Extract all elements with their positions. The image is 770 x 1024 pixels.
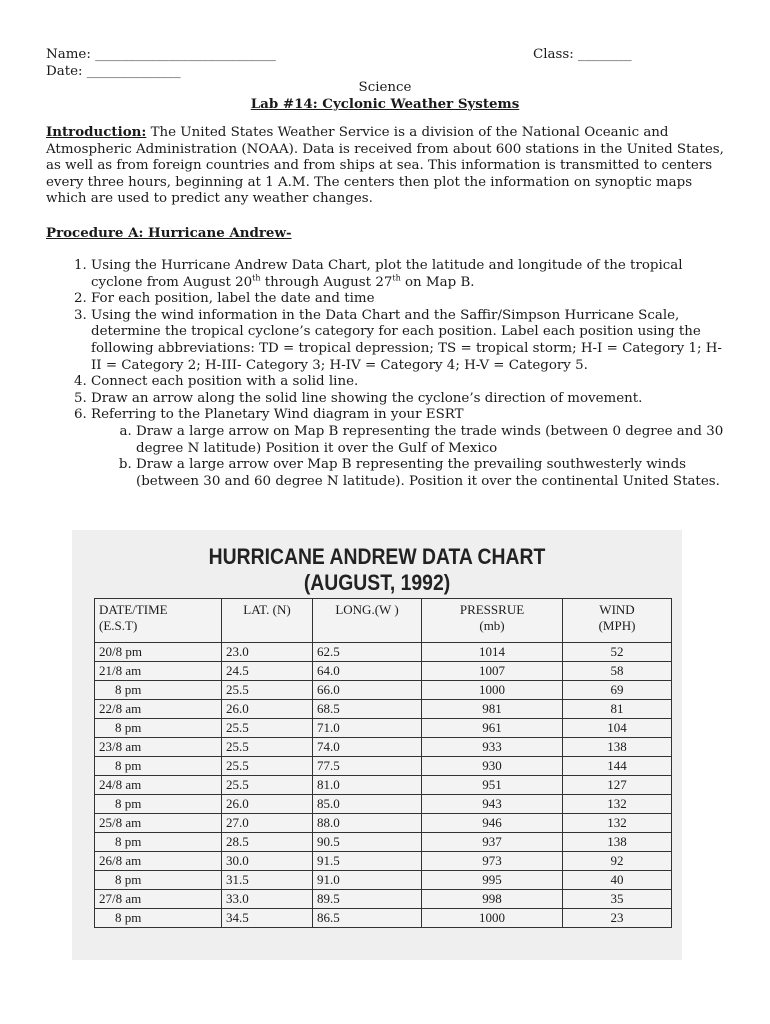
table-body bbox=[95, 643, 672, 928]
cell-latitude: 27.0 bbox=[222, 814, 313, 833]
cell-longitude: 71.0 bbox=[313, 719, 422, 738]
table-row bbox=[95, 700, 672, 719]
cell-wind: 92 bbox=[563, 852, 672, 871]
cell-longitude: 90.5 bbox=[313, 833, 422, 852]
cell-wind: 81 bbox=[563, 700, 672, 719]
cell-latitude: 25.5 bbox=[222, 776, 313, 795]
cell-datetime: 8 pm bbox=[95, 719, 222, 738]
table-row bbox=[95, 681, 672, 700]
step-6b: b. Draw a large arrow over Map B representing the prevailing southwesterly winds (between 30 and 60 degree N latitude). Position it over the continental United States. bbox=[136, 457, 730, 490]
chart-title: HURRICANE ANDREW DATA CHART bbox=[208, 544, 546, 569]
step-1 bbox=[91, 258, 730, 291]
cell-pressure: 995 bbox=[422, 871, 563, 890]
cell-datetime: 25/8 am bbox=[95, 814, 222, 833]
cell-datetime: 20/8 pm bbox=[95, 643, 222, 662]
cell-longitude: 85.0 bbox=[313, 795, 422, 814]
header-pressure-line1: PRESSRUE bbox=[459, 602, 525, 617]
cell-longitude: 91.5 bbox=[313, 852, 422, 871]
table-row bbox=[95, 719, 672, 738]
cell-wind: 132 bbox=[563, 814, 672, 833]
introduction-paragraph bbox=[46, 124, 730, 208]
cell-latitude: 25.5 bbox=[222, 738, 313, 757]
cell-datetime: 8 pm bbox=[95, 757, 222, 776]
step-6-text: Referring to the Planetary Wind diagram in your ESRT bbox=[91, 407, 464, 423]
step-6 bbox=[91, 407, 730, 490]
cell-wind: 23 bbox=[563, 909, 672, 928]
title-block bbox=[0, 79, 770, 113]
header-wind-line1: WIND bbox=[599, 602, 635, 617]
step-2: 2. For each position, label the date and time bbox=[91, 291, 730, 308]
header-pressure bbox=[422, 599, 563, 643]
cell-longitude: 91.0 bbox=[313, 871, 422, 890]
table-row bbox=[95, 643, 672, 662]
cell-latitude: 31.5 bbox=[222, 871, 313, 890]
cell-datetime: 8 pm bbox=[95, 871, 222, 890]
header-latitude: LAT. (N) bbox=[222, 599, 313, 643]
hurricane-data-chart-scan bbox=[72, 530, 682, 960]
class-field-label: Class: ________ bbox=[533, 47, 632, 62]
cell-longitude: 81.0 bbox=[313, 776, 422, 795]
name-class-row bbox=[46, 46, 726, 63]
cell-datetime: 21/8 am bbox=[95, 662, 222, 681]
header-pressure-line2: (mb) bbox=[479, 618, 505, 633]
step-1-sup-2: th bbox=[392, 273, 401, 283]
step-1-text-b: through August 27 bbox=[260, 274, 393, 290]
cell-pressure: 930 bbox=[422, 757, 563, 776]
cell-pressure: 998 bbox=[422, 890, 563, 909]
cell-latitude: 24.5 bbox=[222, 662, 313, 681]
step-1-sup-1: th bbox=[252, 273, 261, 283]
cell-datetime: 27/8 am bbox=[95, 890, 222, 909]
cell-pressure: 1000 bbox=[422, 681, 563, 700]
cell-longitude: 74.0 bbox=[313, 738, 422, 757]
table-row bbox=[95, 814, 672, 833]
cell-latitude: 25.5 bbox=[222, 681, 313, 700]
cell-datetime: 22/8 am bbox=[95, 700, 222, 719]
table-row bbox=[95, 757, 672, 776]
cell-latitude: 23.0 bbox=[222, 643, 313, 662]
cell-latitude: 33.0 bbox=[222, 890, 313, 909]
table-row bbox=[95, 833, 672, 852]
header-datetime-line2: (E.S.T) bbox=[99, 618, 138, 633]
cell-pressure: 1014 bbox=[422, 643, 563, 662]
cell-longitude: 89.5 bbox=[313, 890, 422, 909]
lab-title: Lab #14: Cyclonic Weather Systems bbox=[250, 96, 520, 112]
table-row bbox=[95, 776, 672, 795]
cell-datetime: 8 pm bbox=[95, 909, 222, 928]
cell-longitude: 64.0 bbox=[313, 662, 422, 681]
cell-longitude: 86.5 bbox=[313, 909, 422, 928]
cell-wind: 58 bbox=[563, 662, 672, 681]
step-1-text-a: Using the Hurricane Andrew Data Chart, plot the latitude and longitude of the tropical cyclone from August 20 bbox=[91, 258, 683, 290]
introduction-label: Introduction: bbox=[46, 124, 147, 140]
cell-longitude: 66.0 bbox=[313, 681, 422, 700]
header-wind-line2: (MPH) bbox=[598, 618, 636, 633]
cell-datetime: 24/8 am bbox=[95, 776, 222, 795]
table-row bbox=[95, 852, 672, 871]
header-longitude: LONG.(W ) bbox=[313, 599, 422, 643]
cell-datetime: 23/8 am bbox=[95, 738, 222, 757]
cell-wind: 52 bbox=[563, 643, 672, 662]
cell-latitude: 30.0 bbox=[222, 852, 313, 871]
cell-pressure: 981 bbox=[422, 700, 563, 719]
cell-wind: 144 bbox=[563, 757, 672, 776]
table-row bbox=[95, 662, 672, 681]
cell-latitude: 34.5 bbox=[222, 909, 313, 928]
step-4: 4. Connect each position with a solid line. bbox=[91, 374, 730, 391]
introduction-text: The United States Weather Service is a division of the National Oceanic and Atmospheric Administration (NOAA). Data is received from about 600 stations in the United States, as well as from foreign countries and from ships at sea. This information is transmitted to centers every three hours, beginning at 1 A.M. The centers then plot the information on synoptic maps which are used to predict any weather changes. bbox=[46, 125, 724, 207]
subject-label: Science bbox=[358, 80, 412, 95]
cell-datetime: 8 pm bbox=[95, 795, 222, 814]
cell-pressure: 1000 bbox=[422, 909, 563, 928]
table-header-row bbox=[95, 599, 672, 643]
cell-longitude: 88.0 bbox=[313, 814, 422, 833]
worksheet-header bbox=[46, 46, 726, 80]
cell-pressure: 943 bbox=[422, 795, 563, 814]
cell-wind: 132 bbox=[563, 795, 672, 814]
cell-pressure: 933 bbox=[422, 738, 563, 757]
cell-longitude: 77.5 bbox=[313, 757, 422, 776]
name-field-label: Name: ___________________________ bbox=[46, 47, 276, 62]
cell-longitude: 62.5 bbox=[313, 643, 422, 662]
cell-pressure: 973 bbox=[422, 852, 563, 871]
step-6-substeps bbox=[91, 424, 730, 490]
cell-datetime: 8 pm bbox=[95, 833, 222, 852]
chart-subtitle: (AUGUST, 1992) bbox=[303, 570, 451, 595]
table-row bbox=[95, 890, 672, 909]
table-row bbox=[95, 738, 672, 757]
header-datetime-line1: DATE/TIME bbox=[99, 602, 168, 617]
cell-wind: 138 bbox=[563, 833, 672, 852]
cell-pressure: 946 bbox=[422, 814, 563, 833]
cell-wind: 35 bbox=[563, 890, 672, 909]
table-row bbox=[95, 795, 672, 814]
cell-longitude: 68.5 bbox=[313, 700, 422, 719]
table-row bbox=[95, 871, 672, 890]
procedure-steps bbox=[46, 258, 730, 490]
cell-datetime: 8 pm bbox=[95, 681, 222, 700]
cell-wind: 138 bbox=[563, 738, 672, 757]
date-field-label: Date: ______________ bbox=[46, 64, 181, 79]
step-3: 3. Using the wind information in the Data Chart and the Saffir/Simpson Hurricane Scale, determine the tropical cyclone’s category for each position. Label each position using the following abbreviations: TD = tropical depression; TS = tropical storm; H-I = Category 1; H-II = Category 2; H-III- Category 3; H-IV = Category 4; H-V = Category 5. bbox=[91, 308, 730, 374]
cell-wind: 104 bbox=[563, 719, 672, 738]
step-5: 5. Draw an arrow along the solid line showing the cyclone’s direction of movement. bbox=[91, 391, 730, 408]
cell-latitude: 25.5 bbox=[222, 757, 313, 776]
cell-latitude: 26.0 bbox=[222, 795, 313, 814]
table-row bbox=[95, 909, 672, 928]
cell-pressure: 961 bbox=[422, 719, 563, 738]
cell-pressure: 1007 bbox=[422, 662, 563, 681]
cell-wind: 127 bbox=[563, 776, 672, 795]
cell-pressure: 937 bbox=[422, 833, 563, 852]
cell-pressure: 951 bbox=[422, 776, 563, 795]
header-wind bbox=[563, 599, 672, 643]
procedure-heading: Procedure A: Hurricane Andrew- bbox=[46, 225, 292, 241]
header-datetime bbox=[95, 599, 222, 643]
cell-datetime: 26/8 am bbox=[95, 852, 222, 871]
hurricane-data-table bbox=[94, 598, 672, 928]
cell-wind: 69 bbox=[563, 681, 672, 700]
cell-latitude: 25.5 bbox=[222, 719, 313, 738]
cell-wind: 40 bbox=[563, 871, 672, 890]
cell-latitude: 28.5 bbox=[222, 833, 313, 852]
step-6a: a. Draw a large arrow on Map B representing the trade winds (between 0 degree and 30 degree N latitude) Position it over the Gulf of Mexico bbox=[136, 424, 730, 457]
cell-latitude: 26.0 bbox=[222, 700, 313, 719]
step-1-text-c: on Map B. bbox=[400, 274, 475, 290]
date-row bbox=[46, 63, 726, 80]
